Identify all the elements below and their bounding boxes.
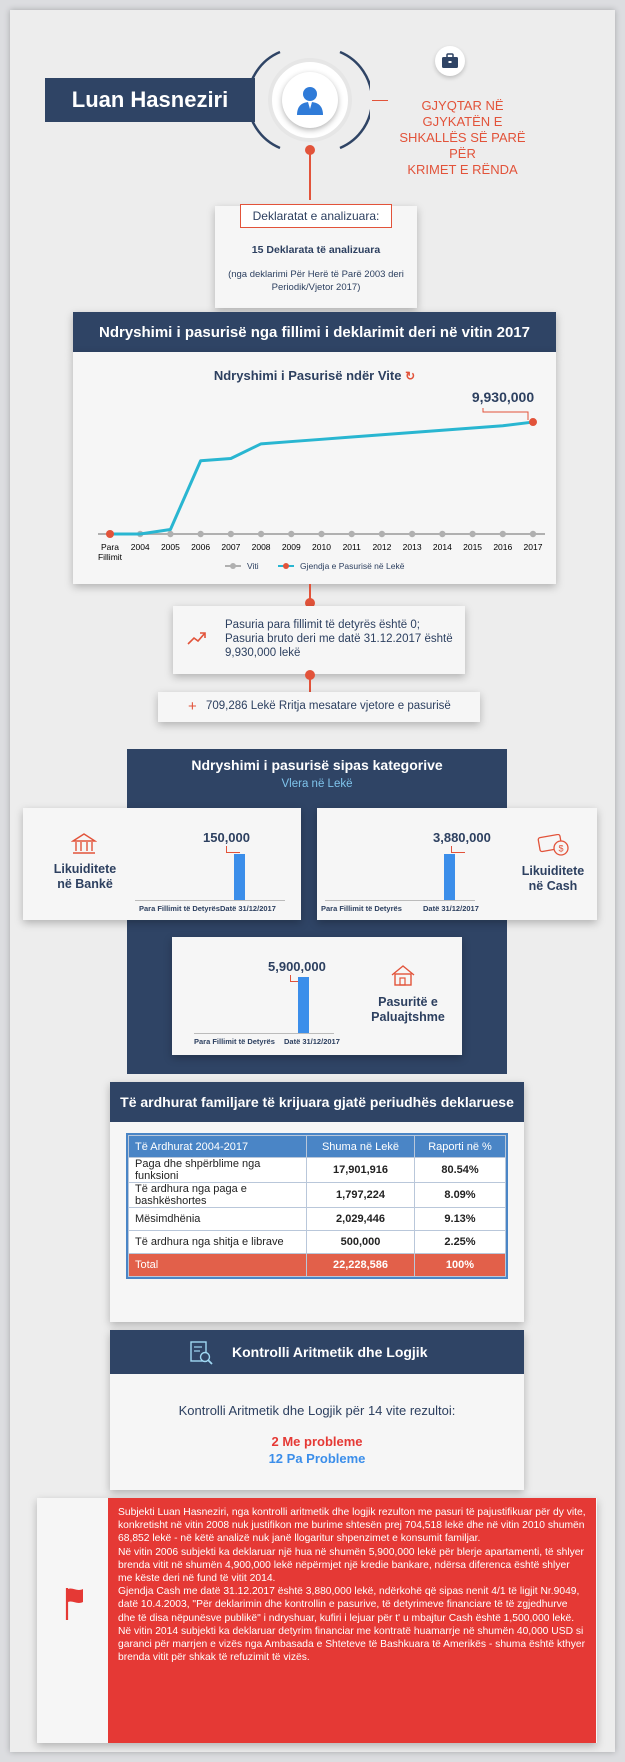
axis-marker xyxy=(167,531,173,537)
table-cell: 9.13% xyxy=(415,1208,506,1231)
axis-marker xyxy=(530,531,536,537)
axis-marker xyxy=(318,531,324,537)
svg-text:$: $ xyxy=(558,843,564,854)
legend-wealth-label: Gjendja e Pasurisë në Lekë xyxy=(300,561,405,571)
wealth-info-card xyxy=(173,606,465,674)
table-cell: 2,029,446 xyxy=(307,1208,415,1231)
subject-name: Luan Hasneziri xyxy=(45,78,255,122)
declarations-note: (nga deklarimi Për Herë të Parë 2003 deri Periodik/Vjetor 2017) xyxy=(228,269,404,293)
growth-card xyxy=(158,692,480,722)
x-tick-label: Para xyxy=(101,542,119,552)
axis-label: Datë 31/12/2017 xyxy=(220,904,276,913)
categories-heading: Ndryshimi i pasurisë sipas kategorive xyxy=(191,757,443,773)
connector-dot xyxy=(305,670,315,680)
table-row xyxy=(129,1183,506,1208)
cash-bar xyxy=(444,854,455,900)
table-cell: Paga dhe shpërblime nga funksioni xyxy=(129,1158,307,1183)
info-line: 9,930,000 lekë xyxy=(225,647,301,659)
info-line: Pasuria para fillimit të detyrës është 0; xyxy=(225,619,420,631)
wealth-change-heading: Ndryshimi i pasurisë nga fillimi i deklarimit deri në vitin 2017 xyxy=(73,312,556,352)
finding-paragraph: Në vitin 2014 subjekti ka deklaruar detyrim financiar me kontratë huamarrje në shumën 40,000 USD si garanci për marrjen e vizës nga Ambasada e Shteteve të Bashkuara të Amerikës - shuma është kthyer brenda vitit për shkak të refuzimit të vizës. xyxy=(118,1625,586,1664)
property-value-label: 5,900,000 xyxy=(268,959,326,974)
axis-marker xyxy=(258,531,264,537)
x-tick-label: 2017 xyxy=(523,542,543,552)
x-tick-label: 2012 xyxy=(372,542,392,552)
table-cell: 100% xyxy=(415,1254,506,1277)
finding-paragraph: Gjendja Cash me datë 31.12.2017 është 3,880,000 lekë, ndërkohë që sipas nenit 4/1 të ligjit Nr.9049, datë 10.4.2003, "Për deklarimin dhe kontrollin e pasurive, të detyrimeve financiare të të zgjedhurve dhe të disa nëpunësve publikë" i ndryshuar, kufiri i lejuar për t' u mbajtur Cash është 1,500,000 lekë. xyxy=(118,1586,580,1624)
connector-dot xyxy=(305,145,315,155)
table-row xyxy=(129,1158,506,1183)
findings-text xyxy=(108,1498,596,1743)
axis-label: Datë 31/12/2017 xyxy=(284,1037,340,1046)
axis-label: Para Fillimit të Detyrës xyxy=(194,1037,275,1046)
x-tick-label: 2016 xyxy=(493,542,513,552)
axis-marker xyxy=(409,531,415,537)
table-cell: 500,000 xyxy=(307,1231,415,1254)
chart-title: Ndryshimi i Pasurisë ndër Vite ↻ xyxy=(213,368,416,383)
x-tick-label: 2011 xyxy=(342,542,361,552)
x-tick-label: 2005 xyxy=(160,542,180,552)
legend-wealth-marker xyxy=(283,563,289,569)
no-problems-count: 12 Pa Probleme xyxy=(268,1451,366,1466)
axis-marker xyxy=(197,531,203,537)
table-cell: 22,228,586 xyxy=(307,1254,415,1277)
axis-marker xyxy=(228,531,234,537)
refresh-icon: ↻ xyxy=(405,369,416,383)
connector xyxy=(372,100,388,101)
x-tick-label: 2010 xyxy=(312,542,331,552)
column-header: Të Ardhurat 2004-2017 xyxy=(129,1136,307,1158)
declarations-title: Deklaratat e analizuara: xyxy=(240,204,392,228)
x-tick-label: 2009 xyxy=(281,542,301,552)
cash-icon xyxy=(537,834,571,858)
control-heading-bar xyxy=(110,1330,524,1374)
bank-value-label: 150,000 xyxy=(203,830,250,845)
problems-count: 2 Me probleme xyxy=(271,1434,363,1449)
series-line xyxy=(110,422,533,534)
cash-card xyxy=(317,808,597,920)
axis-label: Datë 31/12/2017 xyxy=(423,904,479,913)
axis-marker xyxy=(349,531,355,537)
categories-subheading: Vlera në Lekë xyxy=(281,778,353,790)
axis-label: Para Fillimit të Detyrës xyxy=(139,904,220,913)
infographic xyxy=(10,10,615,1752)
callout-line xyxy=(451,852,465,853)
axis-line xyxy=(135,900,285,901)
table-total-row xyxy=(129,1254,506,1277)
table-cell: 17,901,916 xyxy=(307,1158,415,1183)
property-bar xyxy=(298,977,309,1033)
bank-card xyxy=(23,808,301,920)
legend-years-marker xyxy=(230,563,236,569)
legend-years-label: Viti xyxy=(247,561,259,571)
income-table xyxy=(128,1135,506,1277)
x-tick-label: 2004 xyxy=(130,542,150,552)
axis-line xyxy=(194,1033,334,1034)
person-icon xyxy=(293,83,327,117)
connector xyxy=(309,150,311,200)
plus-icon: + xyxy=(188,698,197,715)
x-tick-label: 2014 xyxy=(432,542,452,552)
column-header: Shuma në Lekë xyxy=(307,1136,415,1158)
info-line: Pasuria bruto deri me datë 31.12.2017 është xyxy=(225,633,453,645)
series-point xyxy=(529,418,537,426)
axis-label: Para Fillimit të Detyrës xyxy=(321,904,402,913)
table-cell: Të ardhura nga shitja e librave xyxy=(129,1231,307,1254)
axis-line xyxy=(325,900,475,901)
control-summary: Kontrolli Aritmetik dhe Logjik për 14 vite rezultoi: xyxy=(178,1403,456,1418)
table-cell: 8.09% xyxy=(415,1183,506,1208)
property-category-name: Pasuritë e Paluajtshme xyxy=(371,995,445,1024)
table-cell: Total xyxy=(129,1254,307,1277)
callout-line xyxy=(483,408,528,420)
cash-value-label: 3,880,000 xyxy=(433,830,491,845)
table-cell: 2.25% xyxy=(415,1231,506,1254)
series-point xyxy=(106,530,114,538)
trend-up-icon xyxy=(187,630,207,646)
x-tick-label: 2015 xyxy=(463,542,483,552)
growth-text: 709,286 Lekë Rritja mesatare vjetore e pasurisë xyxy=(206,700,451,712)
wealth-line-chart xyxy=(73,352,556,584)
x-tick-label: 2008 xyxy=(251,542,271,552)
table-cell: 1,797,224 xyxy=(307,1183,415,1208)
table-cell: 80.54% xyxy=(415,1158,506,1183)
bank-icon xyxy=(71,832,97,856)
court-title: GJYQTAR NË GJYKATËN E SHKALLËS SË PARË PËR KRIMET E RËNDA xyxy=(399,98,526,177)
table-header-row xyxy=(129,1136,506,1158)
axis-marker xyxy=(288,531,294,537)
finding-paragraph: Në vitin 2006 subjekti ka deklaruar një hua në shumën 5,900,000 lekë për blerje apartamenti, të shlyer brenda vitit në shumën 4,900,000 lekë nëpërmjet një kredie bankare, ndërsa diferenca është shlyer me këste deri në fund të vitit 2014. xyxy=(118,1546,584,1585)
income-heading: Të ardhurat familjare të krijuara gjatë periudhës deklaruese xyxy=(110,1082,524,1122)
control-heading: Kontrolli Aritmetik dhe Logjik xyxy=(232,1344,428,1360)
x-tick-label: 2007 xyxy=(221,542,241,552)
table-cell: Mësimdhënia xyxy=(129,1208,307,1231)
axis-marker xyxy=(469,531,475,537)
declarations-count: 15 Deklarata të analizuara xyxy=(251,244,381,256)
axis-marker xyxy=(500,531,506,537)
bank-bar xyxy=(234,854,245,900)
briefcase-icon xyxy=(435,46,465,76)
x-tick-label: 2013 xyxy=(402,542,422,552)
axis-marker xyxy=(439,531,445,537)
table-row xyxy=(129,1208,506,1231)
property-card xyxy=(172,937,462,1055)
document-search-icon xyxy=(188,1340,214,1366)
cash-category-name: Likuiditete në Cash xyxy=(521,864,585,893)
wealth-chart-card xyxy=(73,352,556,584)
bank-category-name: Likuiditete në Bankë xyxy=(53,862,117,891)
avatar xyxy=(268,58,352,142)
flag-icon xyxy=(63,1586,89,1622)
table-row xyxy=(129,1231,506,1254)
axis-marker xyxy=(379,531,385,537)
column-header: Raporti në % xyxy=(415,1136,506,1158)
x-tick-label: Fillimit xyxy=(97,552,123,562)
table-cell: Të ardhura nga paga e bashkëshortes xyxy=(129,1183,307,1208)
finding-paragraph: Subjekti Luan Hasneziri, nga kontrolli aritmetik dhe logjik rezulton me pasuri të pajustifikuar për dy vite, konkretisht në vitin 2008 nuk justifikon me burime shtesën prej 704,518 lekë dhe në vitin 2010 shumën 68,852 lekë - në këtë analizë nuk janë llogaritur shpenzimet e konsumit familjar. xyxy=(118,1507,586,1545)
data-label: 9,930,000 xyxy=(471,389,535,406)
callout-line xyxy=(226,852,240,853)
house-icon xyxy=(390,963,416,987)
x-tick-label: 2006 xyxy=(191,542,211,552)
